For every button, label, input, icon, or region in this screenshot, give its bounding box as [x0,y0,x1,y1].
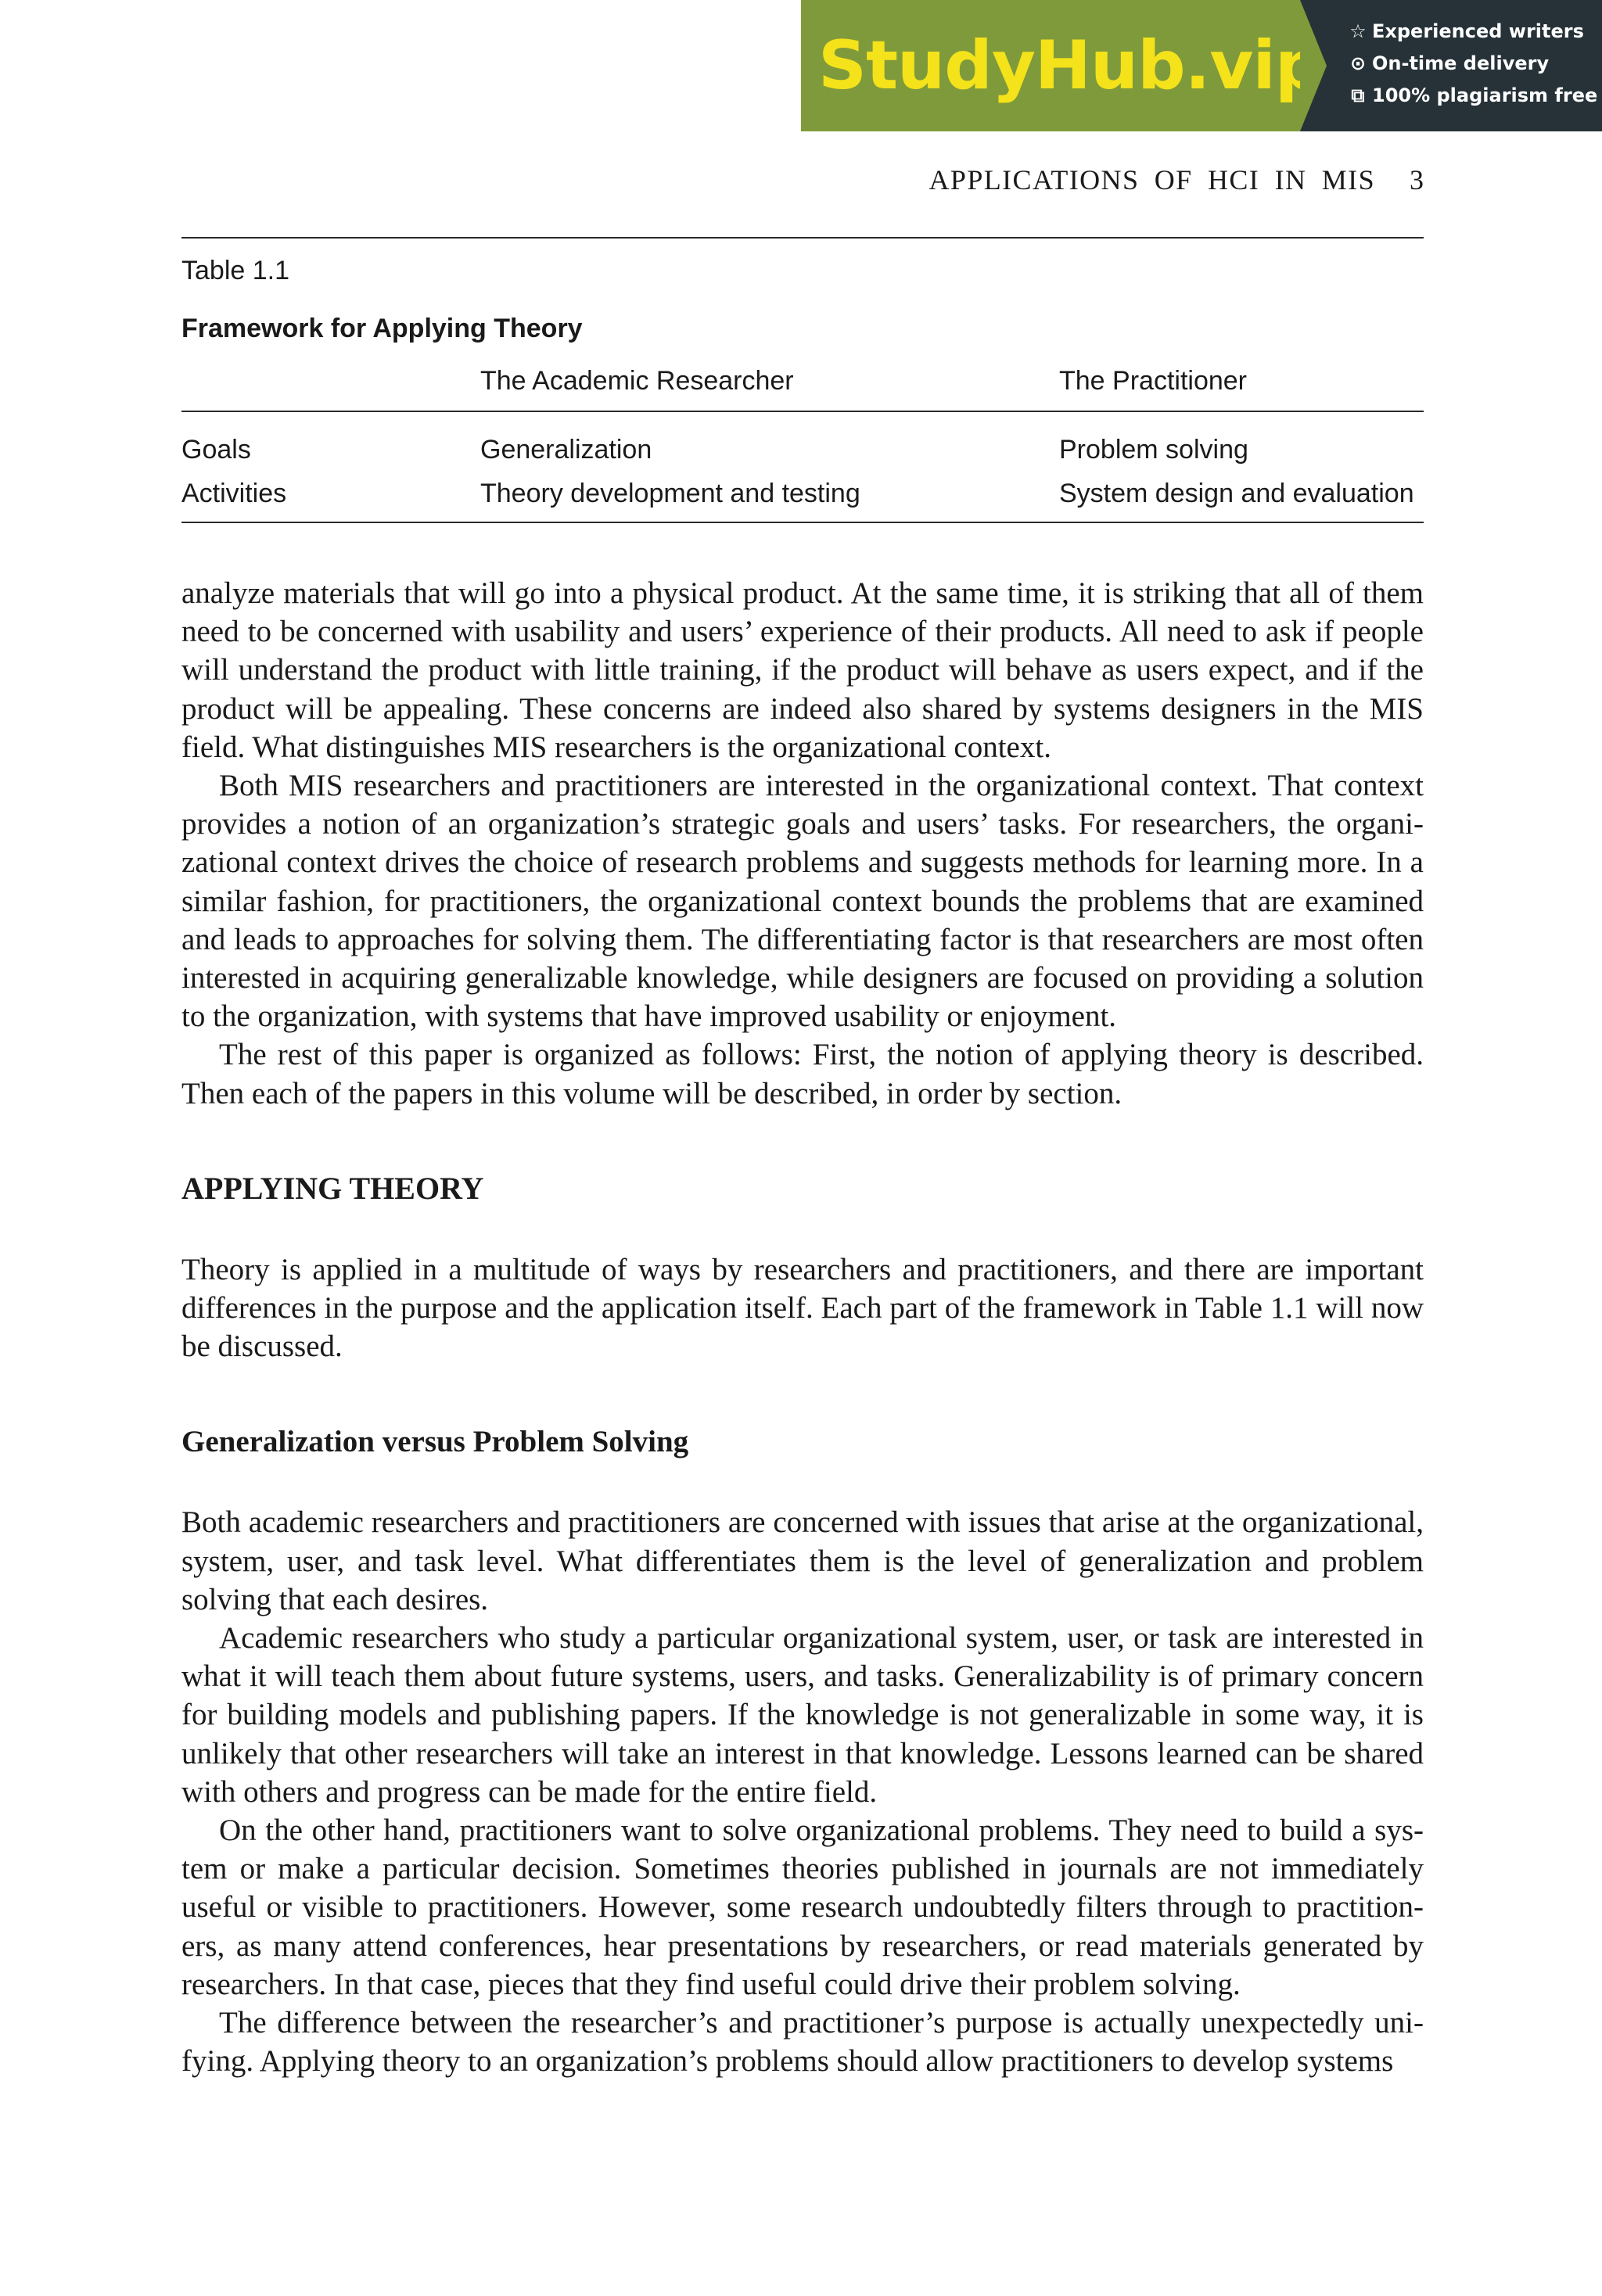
body-paragraph: On the other hand, practitioners want to solve organizational problems. They need to build a system or make a particular decision. Sometimes theories published in journals are not immediately useful or visible to practitioners. However, some research undoubtedly filters through to practitioners, as many attend conferences, hear presentations by researchers, or read materials generated by researchers. In that case, pieces that they find useful could drive their problem solving. [181,1813,1424,2001]
table-cell: Theory development and testing [480,472,1059,522]
feature-label: Experienced writers [1372,20,1584,42]
studyhub-logo[interactable] [801,0,1323,131]
table-cell: Activities [181,472,480,522]
table-header-row [181,367,1424,411]
table-header-cell: The Academic Researcher [480,367,1059,411]
banner-arrow-shape [1300,0,1327,131]
feature-plagiarism-free [1349,83,1602,108]
body-paragraph: The rest of this paper is organized as follows: First, the notion of applying theory is described. Then each of the papers in this volume will be described, in order by section. [181,1038,1424,1110]
body-paragraph: Academic researchers who study a particular organizational system, user, or task are interested in what it will teach them about future systems, users, and tasks. Generalizability is of primary concern for building models and publishing papers. If the knowledge is not generalizable in some way, it is unlikely that other researchers will take an interest in that knowledge. Lessons learned can be shared with others and progress can be made for the entire field. [181,1621,1424,1809]
table-header-cell [181,367,480,411]
feature-on-time-delivery [1349,51,1602,76]
studyhub-logo-text: StudyHub.vip [818,27,1323,105]
framework-table [181,367,1424,523]
body-text [181,574,1424,2081]
feature-label: On-time delivery [1372,52,1550,74]
framework-table-block [181,237,1424,523]
running-header [181,163,1424,197]
table-header-cell: The Practitioner [1059,367,1424,411]
copy-document-icon: ⧉ [1351,84,1365,106]
table-row [181,411,1424,472]
studyhub-banner[interactable] [801,0,1602,131]
body-paragraph: Theory is applied in a multitude of ways by researchers and practitioners, and there are important differences in the purpose and the application itself. Each part of the framework in Table 1.1 will now be discussed. [181,1252,1424,1364]
feature-experienced-writers [1349,19,1602,44]
body-paragraph: The difference between the researcher’s and practitioner’s purpose is actually unexpectedly unifying. Applying theory to an organization’s problems should allow practitioners to develop systems [181,2006,1424,2079]
star-outline-icon: ☆ [1349,20,1367,42]
subsection-heading: Generalization versus Problem Solving [181,1425,689,1459]
page-number: 3 [1410,164,1424,196]
table-row [181,472,1424,522]
body-paragraph: Both academic researchers and practitioners are concerned with issues that arise at the organizational, system, user, and task level. What differentiates them is the level of generalization and problem solving that each desires. [181,1505,1424,1616]
clock-icon: ⊙ [1349,52,1367,74]
table-cell: Goals [181,435,251,465]
banner-features [1300,0,1602,131]
table-top-rule [181,237,1424,239]
table-title: Framework for Applying Theory [181,314,583,343]
body-paragraph: analyze materials that will go into a physical product. At the same time, it is striking that all of them need to be concerned with usability and users’ experience of their products. All need to ask if people will understand the product with little training, if the product will behave as users expect, and if the product will be appealing. These concerns are indeed also shared by systems designers in the MIS field. What distinguishes MIS researchers is the organizational context. [181,576,1424,764]
table-cell: Generalization [480,435,652,465]
running-header-title: APPLICATIONS OF HCI IN MIS [929,164,1375,196]
section-heading: APPLYING THEORY [181,1170,484,1206]
feature-label: 100% plagiarism free [1372,84,1598,106]
body-paragraph: Both MIS researchers and practitioners are interested in the organizational context. That context provides a notion of an organization’s strategic goals and users’ tasks. For researchers, the organizational context drives the choice of research problems and suggests methods for learning more. In a similar fashion, for practitioners, the organizational context bounds the problems that are examined and leads to approaches for solving them. The differentiating factor is that researchers are most often interested in acquiring generalizable knowledge, while designers are focused on providing a solution to the organization, with systems that have improved usability or enjoyment. [181,769,1424,1034]
table-cell: System design and evaluation [1059,472,1424,522]
table-label: Table 1.1 [181,256,289,285]
table-cell: Problem solving [1059,435,1248,465]
